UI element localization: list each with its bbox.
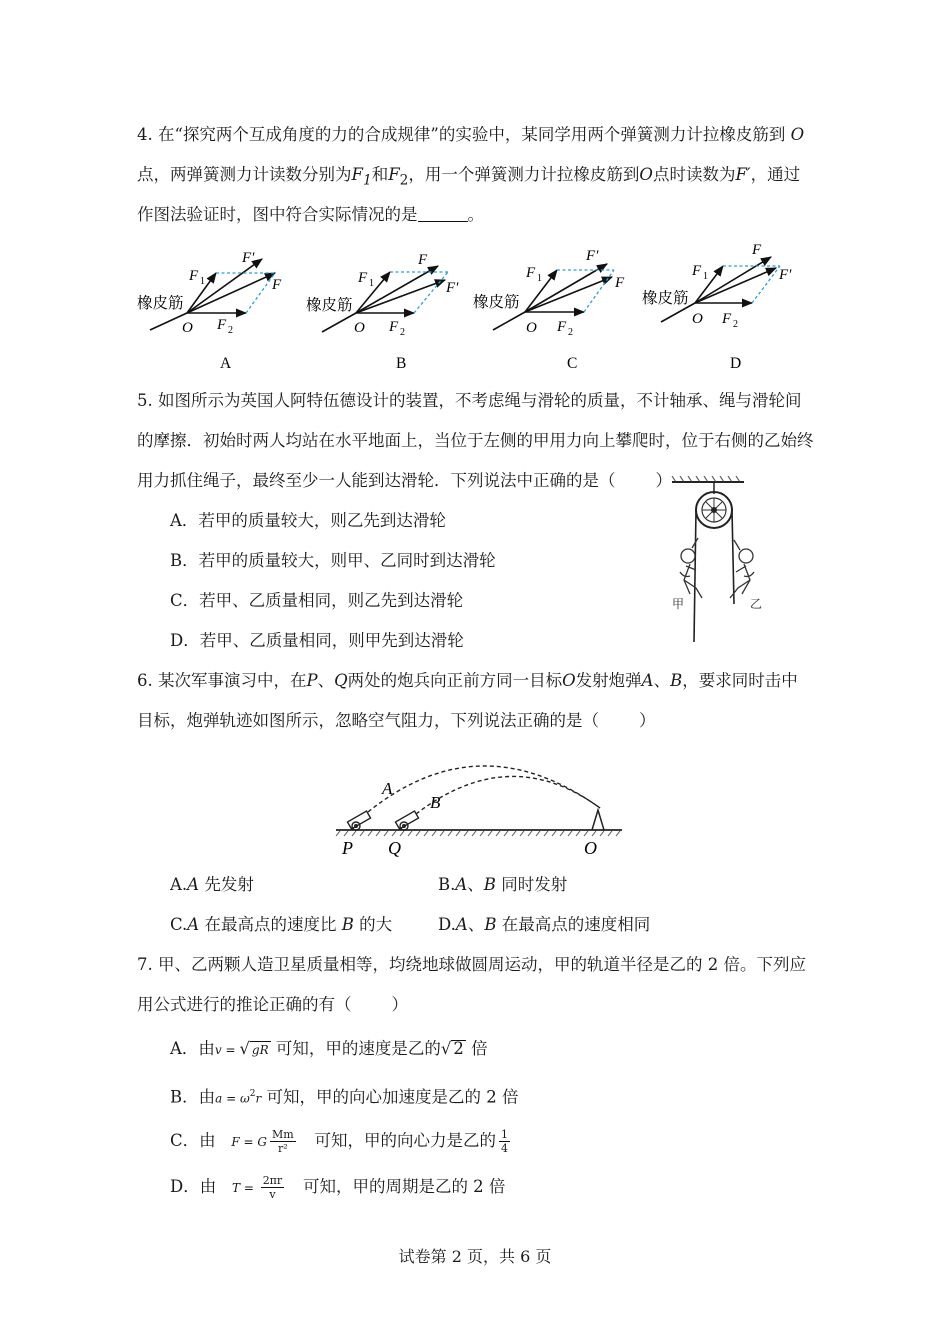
- answer-blank[interactable]: [418, 205, 468, 222]
- cannon-p: [347, 811, 370, 830]
- target-o: [592, 810, 604, 830]
- svg-text:1: 1: [537, 273, 542, 284]
- svg-text:F: F: [722, 311, 732, 327]
- svg-text:F: F: [526, 265, 536, 281]
- q6-option-a[interactable]: A.A 先发射: [170, 875, 254, 894]
- svg-text:F′: F′: [586, 248, 599, 264]
- svg-text:F: F: [615, 275, 625, 291]
- svg-text:1: 1: [369, 278, 374, 289]
- diagram-a[interactable]: [137, 250, 282, 372]
- diagram-b[interactable]: [306, 252, 459, 372]
- rubber-label-a: 橡皮筋: [137, 295, 184, 312]
- q6-option-c[interactable]: C.A 在最高点的速度比 B 的大: [170, 915, 393, 934]
- svg-text:1: 1: [200, 276, 205, 287]
- svg-text:O: O: [692, 311, 703, 327]
- artillery-trajectory-figure: [330, 752, 630, 862]
- arrow-fprime-a: [187, 259, 262, 313]
- svg-text:O: O: [354, 320, 365, 336]
- svg-text:F′: F′: [446, 280, 459, 296]
- svg-text:F′: F′: [779, 267, 792, 283]
- svg-text:F: F: [389, 319, 399, 335]
- label-p: P: [342, 838, 353, 858]
- diagram-d[interactable]: [642, 242, 792, 372]
- svg-text:橡皮筋: 橡皮筋: [473, 294, 520, 311]
- option-d-label: D: [730, 355, 742, 372]
- trajectory-a: [368, 766, 600, 812]
- svg-text:O: O: [526, 320, 537, 336]
- q4-line-3: 作图法验证时，图中符合实际情况的是 。: [137, 205, 484, 224]
- q7-line-1: 7. 甲、乙两颗人造卫星质量相等，均绕地球做圆周运动，甲的轨道半径是乙的 2 倍。下列应: [137, 955, 806, 974]
- rope-right: [732, 510, 734, 604]
- q6-option-b[interactable]: B.A、B 同时发射: [438, 875, 568, 894]
- label-q: Q: [388, 838, 401, 858]
- diagram-c[interactable]: [473, 248, 625, 372]
- svg-text:2: 2: [568, 327, 573, 338]
- label-o-a: O: [182, 320, 193, 336]
- label-fprime-a: F′: [242, 250, 255, 266]
- q6-option-d[interactable]: D.A、B 在最高点的速度相同: [438, 915, 651, 934]
- q6-line-1: 6. 某次军事演习中，在P、Q两处的炮兵向正前方同一目标O发射炮弹A、B，要求同时击中: [137, 671, 798, 690]
- svg-text:2: 2: [733, 319, 738, 330]
- svg-text:2: 2: [228, 325, 233, 336]
- label-a: A: [382, 779, 393, 798]
- q7-line-2: 用公式进行的推论正确的有（ ）: [137, 995, 408, 1014]
- q5-line-1: 5. 如图所示为英国人阿特伍德设计的装置，不考虑绳与滑轮的质量，不计轴承、绳与滑轮间: [137, 391, 802, 410]
- q7-option-c[interactable]: C．由 F = G $\frac{Mm}{\text{r²}}$ 可知，甲的向心力是乙的 $\frac{1}{4}$: [170, 1128, 508, 1155]
- svg-text:F: F: [358, 270, 368, 286]
- q5-option-d[interactable]: D．若甲、乙质量相同，则甲先到达滑轮: [170, 631, 464, 650]
- rope-left: [694, 510, 696, 642]
- label-o: O: [584, 838, 597, 858]
- svg-text:2: 2: [400, 327, 405, 338]
- svg-text:橡皮筋: 橡皮筋: [642, 290, 689, 307]
- q5-option-a[interactable]: A．若甲的质量较大，则乙先到达滑轮: [170, 511, 446, 530]
- climber-left: [680, 538, 702, 598]
- arrow-f-b: [356, 266, 438, 313]
- q6-line-2: 目标，炮弹轨迹如图所示，忽略空气阻力，下列说法正确的是（ ）: [137, 711, 656, 730]
- cannon-q: [395, 811, 418, 830]
- svg-text:F: F: [557, 319, 567, 335]
- page-footer: 试卷第 2 页，共 6 页: [398, 1247, 552, 1266]
- svg-text:橡皮筋: 橡皮筋: [306, 297, 353, 314]
- q5-option-b[interactable]: B．若甲的质量较大，则甲、乙同时到达滑轮: [170, 551, 496, 570]
- q4-force-diagrams: [0, 238, 950, 378]
- svg-text:F: F: [692, 263, 702, 279]
- label-f-a: F: [272, 277, 282, 293]
- option-b-label: B: [396, 355, 407, 372]
- atwood-pulley-figure: [666, 476, 786, 646]
- q4-line-1: 4. 在“探究两个互成角度的力的合成规律”的实验中，某同学用两个弹簧测力计拉橡皮筋到 O: [137, 125, 805, 144]
- label-b: B: [430, 793, 441, 812]
- option-c-label: C: [567, 355, 578, 372]
- label-yi: 乙: [750, 597, 763, 611]
- q5-line-3: 用力抓住绳子，最终至少一人能到达滑轮．下列说法中正确的是（ ）: [137, 471, 672, 490]
- label-f2-a: F: [217, 317, 227, 333]
- label-jia: 甲: [672, 597, 685, 611]
- q7-option-b[interactable]: B．由$a = \omega^2r$ 可知，甲的向心加速度是乙的 2 倍: [170, 1087, 519, 1107]
- q5-line-2: 的摩擦．初始时两人均站在水平地面上，当位于左侧的甲用力向上攀爬时，位于右侧的乙始终: [137, 431, 814, 450]
- svg-text:1: 1: [703, 271, 708, 282]
- svg-text:F: F: [752, 242, 762, 258]
- q7-option-a[interactable]: A．由v = √ gR 可知，甲的速度是乙的√ 2 倍: [170, 1039, 488, 1058]
- arrow-fprime-c: [525, 264, 607, 312]
- svg-text:F: F: [418, 252, 428, 268]
- q7-option-d[interactable]: D．由 T = $\frac{2\pi r}{v}$ 可知，甲的周期是乙的 2 倍: [170, 1174, 506, 1201]
- trajectory-b: [416, 776, 600, 814]
- q5-option-c[interactable]: C．若甲、乙质量相同，则乙先到达滑轮: [170, 591, 464, 610]
- label-f1-a: F: [189, 268, 199, 284]
- q4-line-2: 点，两弹簧测力计读数分别为$F_1$和$F_2$，用一个弹簧测力计拉橡皮筋到O点时读数为F′，通过: [137, 165, 801, 189]
- option-a-label: A: [220, 355, 232, 372]
